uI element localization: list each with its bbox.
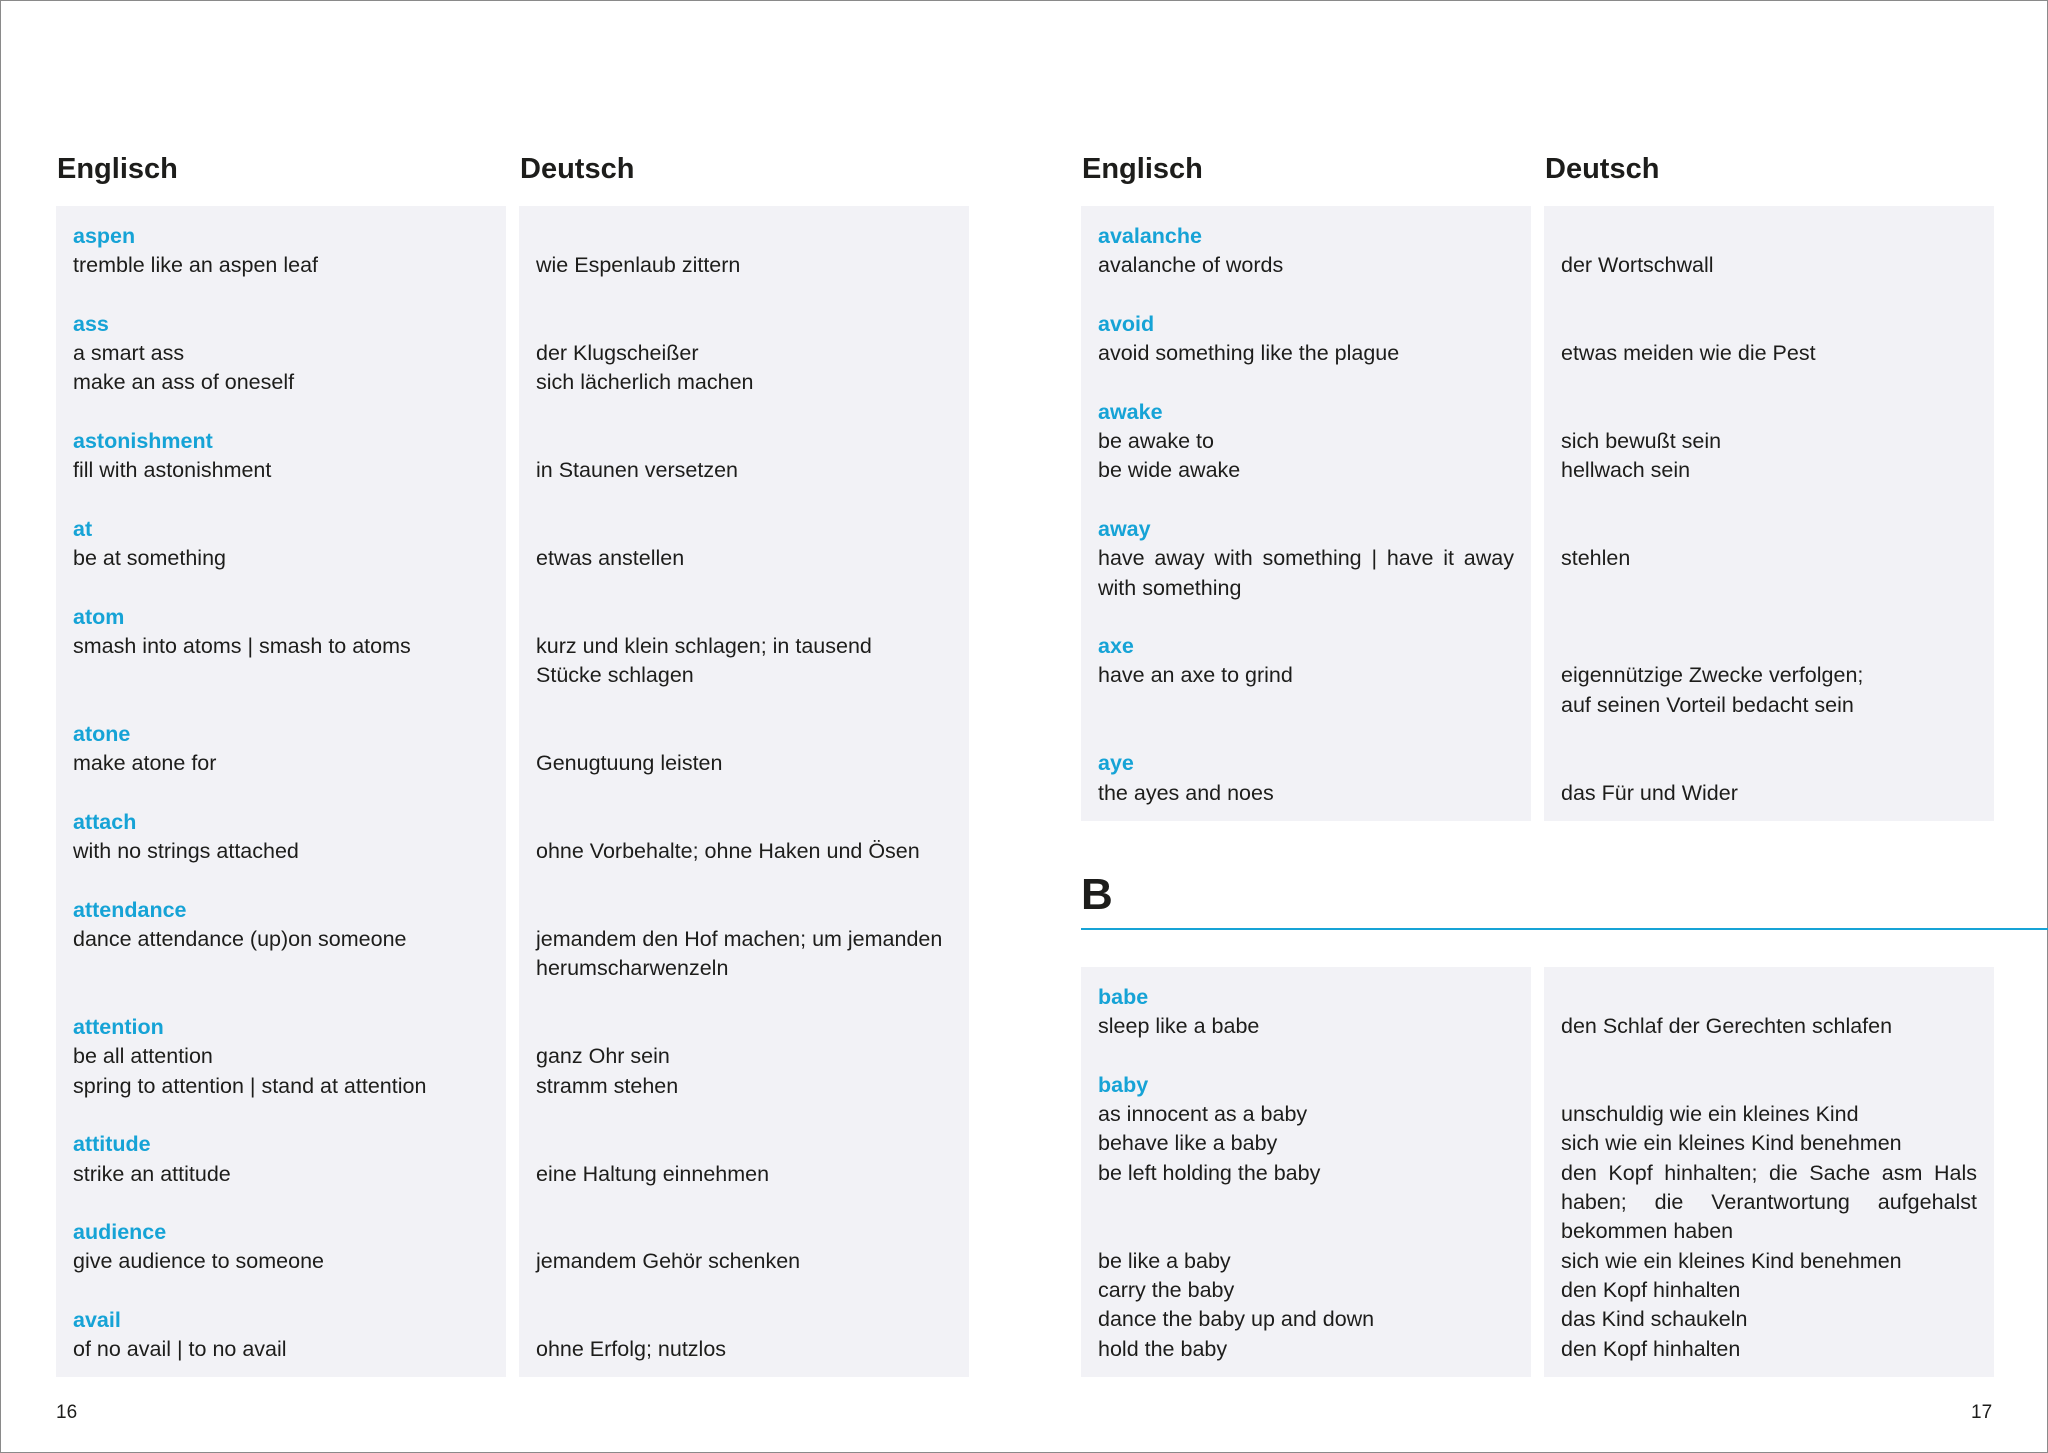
translation-audience (536, 1218, 952, 1277)
headword: attendance (73, 897, 187, 922)
headword: atom (73, 604, 125, 629)
translation-attention (536, 1013, 952, 1101)
english-phrase: have an axe to grind (1098, 663, 1293, 688)
english-phrase: be left holding the baby (1098, 1160, 1321, 1185)
headword: axe (1098, 634, 1134, 659)
column-header-german-right: Deutsch (1545, 153, 1660, 185)
german-phrase: den Kopf hinhalten (1561, 1277, 1741, 1302)
german-phrase: herumscharwenzeln (536, 956, 729, 981)
headword: astonishment (73, 429, 213, 454)
translation-avalanche (1561, 222, 1977, 281)
entry-at (73, 515, 489, 574)
english-phrase: make an ass of oneself (73, 370, 295, 395)
headword: attitude (73, 1132, 151, 1157)
german-column-left (519, 206, 969, 1377)
entry-attention (73, 1013, 489, 1101)
english-phrase: avalanche of words (1098, 253, 1284, 278)
english-phrase: have away with something | have it away with something (1098, 546, 1514, 600)
page-number-left: 16 (56, 1402, 78, 1423)
page-number-right: 17 (1971, 1402, 1993, 1423)
german-phrase: sich bewußt sein (1561, 429, 1722, 454)
german-phrase: ohne Vorbehalte; ohne Haken und Ösen (536, 839, 920, 864)
entry-avail (73, 1306, 489, 1365)
german-phrase: das Kind schaukeln (1561, 1307, 1748, 1332)
english-phrase: sleep like a babe (1098, 1014, 1260, 1039)
entry-aye (1098, 749, 1514, 808)
german-phrase: den Kopf hinhalten (1561, 1336, 1741, 1361)
english-phrase: strike an attitude (73, 1161, 231, 1186)
english-phrase: as innocent as a baby (1098, 1102, 1308, 1127)
german-phrase: wie Espenlaub zittern (536, 253, 741, 278)
entry-baby (1098, 1071, 1514, 1364)
english-phrase: dance the baby up and down (1098, 1307, 1375, 1332)
entry-awake (1098, 398, 1514, 486)
english-phrase: give audience to someone (73, 1249, 325, 1274)
translation-atom (536, 603, 952, 691)
english-phrase: be at something (73, 546, 226, 571)
entry-away (1098, 515, 1514, 603)
section-letter-b: B (1081, 870, 1113, 919)
translation-axe (1561, 632, 1977, 720)
german-phrase: hellwach sein (1561, 458, 1691, 483)
german-phrase: ohne Erfolg; nutzlos (536, 1337, 727, 1362)
english-phrase: smash into atoms | smash to atoms (73, 634, 411, 659)
entry-axe (1098, 632, 1514, 720)
english-phrase: be all attention (73, 1044, 213, 1069)
headword: attention (73, 1015, 164, 1040)
german-phrase: den Kopf hinhalten; die Sache asm Hals haben; die Verantwortung aufgehalst bekommen haben (1561, 1160, 1977, 1244)
translation-atone (536, 720, 952, 779)
translation-at (536, 515, 952, 574)
english-phrase: the ayes and noes (1098, 780, 1274, 805)
entry-audience (73, 1218, 489, 1277)
german-phrase: das Für und Wider (1561, 780, 1738, 805)
entry-attach (73, 808, 489, 867)
headword: aspen (73, 224, 136, 248)
german-phrase: sich wie ein kleines Kind benehmen (1561, 1131, 1902, 1156)
german-phrase: unschuldig wie ein kleines Kind (1561, 1102, 1859, 1127)
english-phrase: a smart ass (73, 341, 185, 366)
entry-avoid (1098, 310, 1514, 369)
german-phrase: sich lächerlich machen (536, 370, 754, 395)
english-phrase: be like a baby (1098, 1248, 1231, 1273)
entry-aspen (73, 222, 489, 281)
german-phrase: auf seinen Vorteil bedacht sein (1561, 692, 1854, 717)
entry-attitude (73, 1130, 489, 1189)
german-phrase: den Schlaf der Gerechten schlafen (1561, 1014, 1893, 1039)
translation-ass (536, 310, 952, 398)
column-header-german-left: Deutsch (520, 153, 635, 185)
german-phrase: der Wortschwall (1561, 253, 1714, 278)
translation-aye (1561, 749, 1977, 808)
headword: avail (73, 1307, 121, 1332)
headword: babe (1098, 985, 1149, 1009)
german-phrase: Stücke schlagen (536, 663, 694, 688)
english-phrase: be wide awake (1098, 458, 1241, 483)
english-phrase: of no avail | to no avail (73, 1337, 287, 1362)
translation-attendance (536, 896, 952, 984)
english-phrase: hold the baby (1098, 1336, 1228, 1361)
english-phrase: tremble like an aspen leaf (73, 253, 319, 278)
german-phrase: sich wie ein kleines Kind benehmen (1561, 1248, 1902, 1273)
entry-atone (73, 720, 489, 779)
german-phrase: kurz und klein schlagen; in tausend (536, 634, 872, 659)
translation-awake (1561, 398, 1977, 486)
english-phrase: spring to attention | stand at attention (73, 1073, 427, 1098)
entry-avalanche (1098, 222, 1514, 281)
german-phrase: der Klugscheißer (536, 341, 699, 366)
english-phrase: dance attendance (up)on someone (73, 927, 407, 952)
section-divider (1081, 928, 2048, 930)
headword: avalanche (1098, 224, 1202, 248)
english-phrase: with no strings attached (73, 839, 299, 864)
headword: at (73, 516, 93, 541)
headword: attach (73, 809, 137, 834)
german-phrase: in Staunen versetzen (536, 458, 738, 483)
column-header-english-right: Englisch (1082, 153, 1203, 185)
german-phrase: Genugtuung leisten (536, 751, 723, 776)
translation-attach (536, 808, 952, 867)
german-phrase: jemandem Gehör schenken (536, 1249, 801, 1274)
german-phrase: stehlen (1561, 546, 1631, 571)
german-column-section-b (1544, 967, 1994, 1377)
english-phrase: carry the baby (1098, 1277, 1235, 1302)
german-phrase: jemandem den Hof machen; um jemanden (536, 927, 943, 952)
translation-baby (1561, 1071, 1977, 1364)
english-column-right (1081, 206, 1531, 821)
translation-away (1561, 515, 1977, 603)
headword: away (1098, 516, 1151, 541)
entry-attendance (73, 896, 489, 984)
headword: audience (73, 1220, 167, 1245)
translation-aspen (536, 222, 952, 281)
translation-avoid (1561, 310, 1977, 369)
english-column-section-b (1081, 967, 1531, 1377)
headword: avoid (1098, 311, 1155, 336)
english-column-left (56, 206, 506, 1377)
headword: ass (73, 311, 109, 336)
english-phrase: fill with astonishment (73, 458, 272, 483)
german-phrase: etwas meiden wie die Pest (1561, 341, 1816, 366)
headword: aye (1098, 751, 1134, 776)
german-phrase: eigennützige Zwecke verfolgen; (1561, 663, 1864, 688)
german-phrase: eine Haltung einnehmen (536, 1161, 770, 1186)
german-column-right (1544, 206, 1994, 821)
german-phrase: stramm stehen (536, 1073, 679, 1098)
translation-astonishment (536, 427, 952, 486)
entry-astonishment (73, 427, 489, 486)
english-phrase: be awake to (1098, 429, 1214, 454)
headword: atone (73, 722, 131, 747)
entry-ass (73, 310, 489, 398)
headword: awake (1098, 399, 1163, 424)
translation-attitude (536, 1130, 952, 1189)
english-phrase: make atone for (73, 751, 217, 776)
english-phrase: avoid something like the plague (1098, 341, 1400, 366)
translation-babe (1561, 983, 1977, 1042)
german-phrase: ganz Ohr sein (536, 1044, 670, 1069)
english-phrase: behave like a baby (1098, 1131, 1278, 1156)
entry-atom (73, 603, 489, 691)
translation-avail (536, 1306, 952, 1365)
column-header-english-left: Englisch (57, 153, 178, 185)
entry-babe (1098, 983, 1514, 1042)
headword: baby (1098, 1072, 1149, 1097)
german-phrase: etwas anstellen (536, 546, 685, 571)
